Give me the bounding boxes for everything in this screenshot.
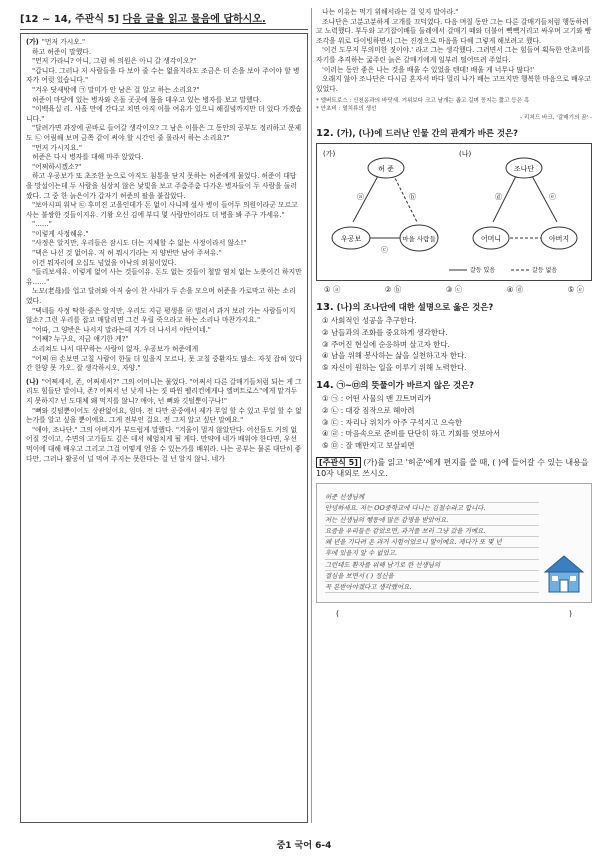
option[interactable]: ② ⓑ [384, 285, 402, 295]
source-citation: - 리처드 바크, '갈매기의 꿈' - [520, 115, 592, 122]
paren-right: ) [568, 609, 572, 619]
choice[interactable]: ④ ㉣ : 마음속으로 준비를 단단히 하고 기회를 엿보아서 [322, 429, 501, 439]
footnote: * 안초비 : 멸치류의 생선 [316, 106, 377, 113]
column-divider [311, 8, 312, 823]
paren-left: ( [336, 609, 340, 619]
passage-paragraph: '이러는 동안 좋은 나는 것을 배울 수 있었을 텐데! 배울 게 너무나 많다!' [322, 65, 535, 74]
question-number: 14. [316, 380, 334, 392]
choice[interactable]: ② 남들과의 조화를 중요하게 생각한다. [322, 327, 448, 337]
q14-choices [316, 393, 592, 451]
assignment-5 [316, 457, 592, 479]
option[interactable]: ⑤ ⓔ [567, 285, 584, 295]
letter-box [316, 483, 592, 603]
passage-paragraph: "뼈와 깃털뿐이어도 상관없어요, 엄마. 전 다만 공중에서 제가 무얼 할 수 있고 무얼 할 수 없는가를 알고 싶을 뿐이에요. 그게 전부인 걸요. 전 그저 알고 싶단 말예요." [26, 406, 302, 425]
instruction-text: 다음 글을 읽고 물음에 답하시오. [122, 14, 266, 25]
passage-paragraph: 이건 뭐자리에 오십도 넘었을 아낙의 외침이었다. [32, 258, 177, 267]
passage-ga [26, 38, 302, 374]
answer-field[interactable] [316, 609, 592, 618]
node-label: 마을 사람들 [402, 235, 436, 244]
passage-paragraph: "겨우 닷새밖에 ㉠ 말미가 안 남은 걸 알고 하는 소리요?" [32, 85, 200, 94]
passage-na [26, 378, 302, 464]
letter-line: 저는 선생님의 행동에 많은 감명을 받았어요. [325, 515, 539, 526]
legend-no-conflict: 갈등 없음 [532, 267, 558, 275]
passage-paragraph: '이건 도무지 무의미한 짓이야.' 라고 그는 생각했다. 그러면서 그는 힘들여 획득한 안초비를 자기를 추격하는 굶주린 늙은 갈매기에게 일부러 떨어뜨려 주었다. [316, 46, 591, 64]
choice[interactable]: ① ㉠ : 어떤 사물의 맨 끄트머리가 [322, 394, 432, 404]
passage-paragraph: 하고 허준이 말했다. [32, 47, 92, 56]
question-text: ㉠~㉤의 뜻풀이가 바르지 않은 것은? [336, 380, 475, 391]
passage-box [20, 33, 308, 823]
edge-label: ⓐ [357, 193, 364, 202]
letter-line: 그런데도 환자를 위해 남기로 한 선생님의 [325, 560, 539, 571]
passage-paragraph: "어쩌 ㉤ 손보면 고칠 사람이 한둘 더 있을지 모르나, 못 고칠 중환자도 많소. 자칫 잡혀 있다간 한양 못 가오. 잘 생각하시오, 자양." [26, 354, 302, 373]
passage-paragraph: 허준이 마당에 있는 병자와 온돌 곳곳에 몸을 데우고 있는 병자를 보고 말했다. [32, 95, 262, 104]
letter-line: 안녕하세요. 저는 OO중학교에 다니는 김철수라고 합니다. [325, 503, 539, 514]
diagram-svg [317, 144, 591, 280]
passage-tag: (나) [26, 377, 39, 386]
relationship-diagram [316, 143, 592, 281]
choice[interactable]: ⑤ ㉤ : 잘 매만지고 보살피면 [322, 440, 415, 450]
passage-paragraph: 나는 이유는 먹기 위해서라는 걸 잊지 말아라." [322, 8, 459, 16]
node-label: 허 준 [378, 165, 394, 174]
question-13 [316, 301, 592, 313]
choice[interactable]: ③ ㉢ : 자리나 위치가 아주 구석지고 으슥한 [322, 417, 463, 427]
question-header [20, 8, 308, 30]
passage-na-continued [316, 8, 592, 94]
q12-options [316, 284, 592, 295]
node-label: 우공보 [340, 235, 362, 244]
passage-paragraph: "이백육십 리. 사흘 만에 간다고 치면 아직 이틀 여유가 있으니 해질녘까지만 더 있다 가겠습니다." [26, 105, 302, 123]
choice[interactable]: ② ㉡ : 대강 짐작으로 헤아려 [322, 405, 415, 415]
passage-paragraph: "먼저 가시지요." [32, 143, 82, 152]
option[interactable]: ③ ⓒ [445, 285, 463, 295]
question-number: 12. [316, 128, 334, 140]
question-text: (나)의 조나단에 대한 설명으로 옳은 것은? [336, 302, 494, 313]
choice[interactable]: ④ 남을 위해 봉사하는 삶을 실천하고자 한다. [322, 351, 467, 361]
edge-label: ⓔ [549, 193, 556, 202]
choice[interactable]: ③ 주어진 현실에 순응하며 살고자 한다. [322, 339, 450, 349]
passage-paragraph: "어따, 그 양반은 나서지 말라는데 지가 더 나서서 야단이네." [32, 325, 211, 334]
passage-paragraph: "댁은 나선 것 없어유. 저 허 뭐시기라는 저 양반만 남아 주셔유." [32, 249, 222, 258]
passage-paragraph: 노모(老母)를 업고 달려와 아직 숨이 찬 사내가 두 손을 모으며 허준을 가로막고 하는 소리였다. [26, 287, 296, 306]
assignment-text: (가)를 읽고 '허준'에게 편지를 쓸 때, ( )에 들어갈 수 있는 내용을 10자 내외로 쓰시오. [316, 458, 589, 479]
passage-paragraph: "달려가면 과장에 곧바로 들어갈 생각이오? 그 남은 이틀은 그 동안의 공부도 정리하고 문제도 ㉡ 어림해 보며 금쪽 같이 써야 할 시간인 줄 몰라서 하는 소리요?" [26, 124, 302, 142]
question-number: 13. [316, 302, 334, 314]
edge-label: ⓒ [381, 246, 388, 255]
passage-paragraph: 조나단은 고분고분하게 고개를 끄덕였다. 다음 며칠 동안 그는 다른 갈매기들처럼 행동하려고 노력했다. 부두와 고기잡이배들 둘레에서 갈매기 떼와 더불어 빽빽거리고 싸우며 고기와 빵조각을 위로 다이빙하면서 그는 진정으로 마음을 다해 그렇게 해보려고 했다. [316, 17, 592, 45]
assignment-label: [주관식 5] [316, 457, 361, 468]
passage-paragraph: "먼저 가시오." [41, 38, 86, 46]
passage-paragraph: "댁네들 사정 딱한 줄은 알지만, 우리도 지금 평생을 ㉣ 벌러서 과거 보러 가는 사람들이지 않소? 그런 우리를 잡고 매달리면 그건 우릴 죽으라고 하는 소리나 마찬가지요." [26, 306, 296, 325]
house-icon [543, 554, 585, 594]
legend-conflict: 갈등 있음 [470, 267, 496, 275]
letter-line: 왜 년을 기다려 온 과거 시험이었으니 말이예요. 게다가 또 몇 년 [325, 537, 539, 548]
letter-line: 후에 있을지 알 수 없었고. [325, 548, 539, 559]
letter-line: 요즘을 우리들은 같았으면, 과거를 보러 그냥 갔을 거예요. [325, 526, 539, 537]
question-12 [316, 127, 592, 139]
question-text: (가), (나)에 드러난 인물 간의 관계가 바른 것은? [336, 128, 518, 139]
passage-paragraph: "어째? 누구요, 지금 얘기한 게?" [32, 335, 129, 344]
question-14 [316, 379, 592, 391]
question-range: [12 ~ 14, 주관식 5] [20, 14, 123, 25]
passage-paragraph: "갑니다. 그러나 저 사람들을 다 보아 줄 수는 없을지라도 조금은 더 손을 보아 주어야 할 병자가 여럿 있습니다." [26, 66, 300, 85]
passage-paragraph: "……" [32, 220, 52, 229]
passage-paragraph: "어쩌세서, 존, 어쩌세서?" 그의 어머니는 물었다. "어쩌서 다른 갈매기들처럼 되는 게 그리도 힘들단 말이냐, 존? 어쩌서 넌 낮게 나는 짓 따윈 펠리컨에게나 엘버트로스"에게 맡겨두지 못하지? 넌 도대체 왜 먹지를 않니? 애야, 넌 뼈와 깃털뿐이구나!" [26, 377, 302, 405]
left-column [20, 8, 308, 823]
passage-paragraph: 하고 우공보가 또 초조한 눈으로 아직도 침통을 닫지 못하는 허준에게 물었다. 허준이 대답을 망설이는데 두 사람을 심상치 않은 낯빛을 보고 주춤주춤 다가온 병자들이 두 사람을 둘러쌌다. 그 중 한 늙은이가 갑자기 허준의 팔을 붙잡았다. [26, 172, 298, 200]
passage-paragraph: "들리보세유. 이렇게 없어 사는 것들이유. 돈도 없는 것들이 철말 염치 없는 노릇이긴 하지만유……" [26, 268, 302, 286]
node-label: 아버지 [548, 235, 570, 244]
right-diagram-label: (나) [459, 150, 472, 159]
passage-paragraph: 오래지 않아 조나단은 다시금 혼자서 바다 멀리 나가 배는 고프지만 행복한 마음으로 배우고 있었다. [316, 75, 591, 93]
passage-paragraph: "사정은 알지만, 우리들은 잠시도 더는 지체할 수 없는 사정이라서 않소!" [32, 239, 247, 248]
passage-paragraph: "먼저 가라니? 아니, 그럼 허 의원은 아니 갈 생각이오?" [32, 57, 197, 66]
node-label: 조나단 [513, 165, 535, 174]
letter-line: 결심을 보면서 ( ) 정신을 [325, 571, 539, 582]
footnotes [316, 97, 592, 113]
option[interactable]: ④ ⓓ [506, 285, 524, 295]
letter-text [325, 492, 539, 593]
left-diagram-label: (가) [323, 150, 336, 159]
option[interactable]: ① ⓐ [324, 285, 341, 295]
page-footer: 중1 국어 6-4 [276, 841, 332, 851]
choice[interactable]: ⑤ 자신이 원하는 일을 이루기 위해 노력한다. [322, 362, 467, 372]
passage-paragraph: "이렇게 사정해유." [32, 229, 89, 238]
edge-label: ⓓ [495, 193, 502, 202]
letter-line: 꼭 본받아야겠다고 생각했어요. [325, 582, 539, 593]
node-label: 어머니 [480, 235, 502, 244]
passage-paragraph: 허준은 다시 병자를 대해 마주 앉았다. [32, 153, 144, 162]
letter-line: 허준 선생님께 [325, 492, 539, 503]
passage-paragraph: "보아시피 워낙 ㉢ 후미진 고을인데가 돈 없이 사니께 설사 병이 들어두 의원이라군 모르고 사는 불쌍한 것들이지유. 기왕 오신 김에 부디 몇 사람만이라도 더 병을 봐 주구 가세유." [26, 201, 298, 219]
passage-tag: (가) [26, 38, 39, 46]
passage-paragraph: "애야, 조나단." 그의 아버지가 부드럽게 말했다. "겨울이 멀지 않았단다. 어선들도 거의 없어질 것이고, 수면의 고기들도 깊은 데서 헤엄치게 될 게다. 만약에 네가 배워야 한다면, 우선 먹이에 대해 배우고 그리고 그걸 어떻게 얻을 수 있는가를 배워라. 나는 공부는 물론 대단히 좋다만, 그러나 활공이 널 먹여 주지는 못한다는 걸 넌 알지 않니. 네가 [26, 425, 302, 463]
q13-choices [316, 315, 592, 373]
passage-paragraph: 소리쳐도 나서 대꾸하는 사람이 없자, 우공보가 허준에게 [32, 345, 199, 353]
footnote: * 엘버트로스 : 신천옹과의 바닷새. 거위보다 크고 날개는 좁고 길며 꽁지는 짧고 등은 흑 [316, 98, 530, 105]
edge-label: ⓑ [409, 193, 416, 202]
right-column [316, 8, 592, 823]
passage-paragraph: "어쩌하시겠소?" [32, 162, 82, 171]
choice[interactable]: ① 사회적인 성공을 추구한다. [322, 316, 417, 326]
